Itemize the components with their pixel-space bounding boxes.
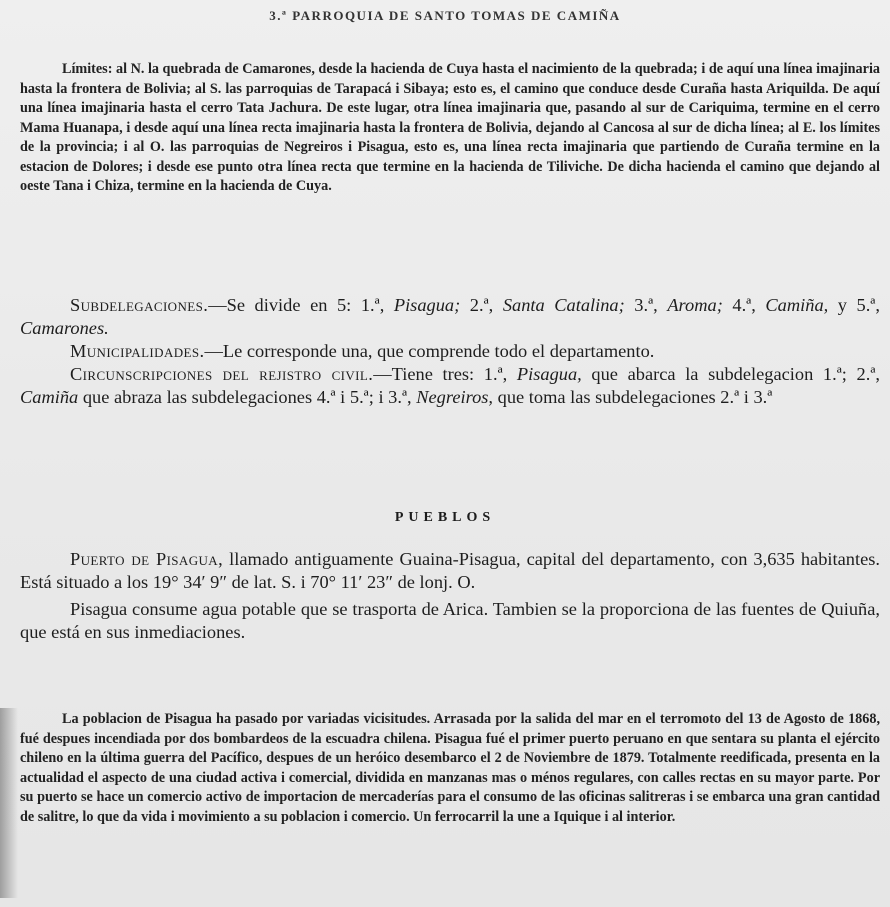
subdelegacion-5: Camarones. — [20, 318, 109, 338]
subdelegacion-2: Santa Catalina; — [502, 295, 625, 315]
subdelegaciones-intro: —Se divide en 5: 1.ª, — [208, 295, 394, 315]
municipalidades-text: —Le corresponde una, que comprende todo el departamento. — [204, 341, 655, 361]
pisagua-paragraph — [20, 548, 880, 594]
circunscripciones-intro: —Tiene tres: 1.ª, — [373, 364, 517, 384]
subdelegacion-1: Pisagua; — [393, 295, 461, 315]
subdelegaciones-sep-2: 2.ª, — [460, 295, 503, 315]
subdelegacion-4: Camiña, — [765, 295, 829, 315]
circunscripcion-2: Camiña — [20, 387, 79, 407]
subdelegacion-3: Aroma; — [667, 295, 723, 315]
subdelegaciones-sep-4: 4.ª, — [722, 295, 766, 315]
subdelegaciones-sep-3: 3.ª, — [624, 295, 668, 315]
scan-edge-shadow — [0, 708, 18, 898]
subdelegaciones-paragraph — [20, 294, 880, 340]
circunscripcion-1: Pisagua, — [516, 364, 582, 384]
circunscripciones-heading: Circunscripciones del rejistro civil. — [70, 364, 374, 384]
limits-text: Límites: al N. la quebrada de Camarones, desde la hacienda de Cuya hasta el nacimiento de la quebrada; i de aquí una línea imajinaria hasta la frontera de Bolivia; al S. las parroquias de Tarapacá i Sibaya; esto es, el camino que conduce desde Curaña hasta Ariquilda. De aquí una línea imajinaria hasta el cerro Tata Jachura. De este lugar, otra línea imajinaria que, pasando al sur de Cariquima, termine en el cerro Mama Huanapa, i desde aquí una línea recta imajinaria hasta la frontera de Bolivia, dejando al Cancosa al sur de dicha línea; al E. los límites de la provincia; i al O. las parroquias de Negreiros i Pisagua, esto es, una línea recta imajinaria que partiendo de Curaña termine en la estacion de Dolores; i desde ese punto otra línea recta que termine en la hacienda de Tiliviche. De dicha hacienda el camino que dejando al oeste Tana i Chiza, termine en la hacienda de Cuya. — [20, 61, 880, 194]
circunscripciones-text-3: que abraza las subdelegaciones 4.ª i 5.ª; i 3.ª, — [78, 387, 417, 407]
municipalidades-heading: Municipalidades. — [70, 341, 205, 361]
circunscripciones-text-2: que abarca la subdelegacion 1.ª; 2.ª, — [581, 364, 881, 384]
circunscripciones-text-4: que toma las subdelegaciones 2.ª i 3.ª — [493, 387, 773, 407]
administration-block — [20, 294, 880, 409]
subdelegaciones-heading: Subdelegaciones. — [70, 295, 209, 315]
history-paragraph — [20, 710, 880, 827]
pisagua-heading: Puerto de Pisagua, — [70, 549, 224, 569]
circunscripcion-3: Negreiros, — [416, 387, 494, 407]
limits-paragraph — [20, 60, 880, 197]
pisagua-block — [20, 548, 880, 644]
pisagua-water-paragraph: Pisagua consume agua potable que se trasporta de Arica. Tambien se la proporciona de las fuentes de Quiuña, que está en sus inmediaciones. — [20, 599, 880, 642]
subdelegaciones-sep-5: y 5.ª, — [828, 295, 880, 315]
history-text: La poblacion de Pisagua ha pasado por variadas vicisitudes. Arrasada por la salida del mar en el terromoto del 13 de Agosto de 1868, fué despues incendiada por dos bombardeos de la escuadra chilena. Pisagua fué el primer puerto peruano en que sentara su planta el ejército chileno en la última guerra del Pacífico, despues de un heróico desembarco el 2 de Noviembre de 1879. Totalmente reedificada, presenta en la actualidad el aspecto de una ciudad activa i comercial, dividida en manzanas mas o ménos regulares, con calles rectas en su mayor parte. Por su puerto se hace un comercio activo de importacion de mercaderías para el consumo de las oficinas salitreras i se embarca una gran cantidad de salitre, lo que da vida i movimiento a su poblacion i comercio. Un ferrocarril la une a Iquique i al interior. — [20, 711, 880, 825]
section-title-pueblos: PUEBLOS — [394, 510, 496, 525]
pisagua-text: llamado antiguamente Guaina-Pisagua, capital del departamento, con 3,635 habitantes. Está situado a los 19° 34′ 9″ de lat. S. i 70° 11′ 23″ de lonj. O. — [20, 549, 880, 592]
running-head: 3.ª PARROQUIA DE SANTO TOMAS DE CAMIÑA — [269, 8, 621, 23]
municipalidades-paragraph — [20, 340, 880, 363]
circunscripciones-paragraph — [20, 363, 880, 409]
